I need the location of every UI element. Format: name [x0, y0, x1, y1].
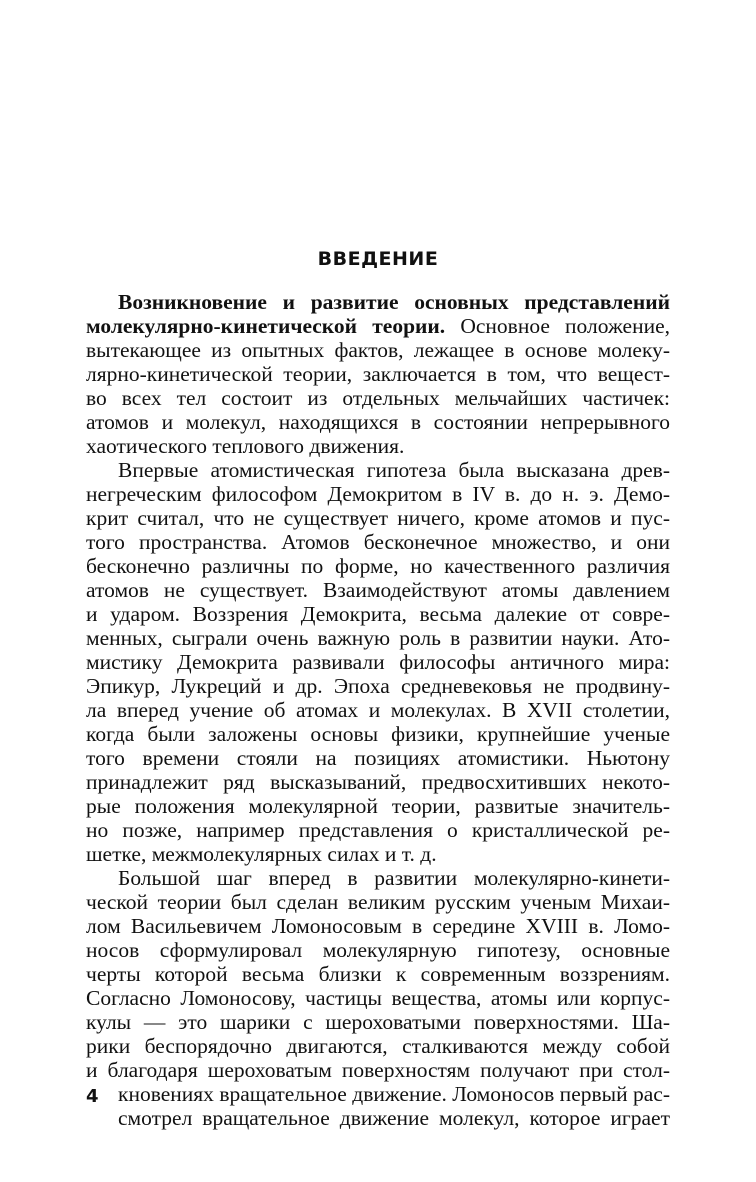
text-line: шетке, межмолекулярных силах и т. д. — [86, 842, 437, 866]
text-line — [86, 314, 670, 338]
text-line: принадлежит ряд высказываний, предвосхитивших некото- — [86, 770, 670, 794]
text-line: хаотического теплового движения. — [86, 434, 405, 458]
page-number: 4 — [86, 1086, 99, 1107]
text-line: кновениях вращательное движение. Ломоносов первый рас- — [118, 1082, 670, 1106]
text-line: черты которой весьма близки к современным воззрениям. — [86, 962, 670, 986]
text-line: кулы — это шарики с шероховатыми поверхностями. Ша- — [86, 1010, 670, 1034]
text-line: менных, сыграли очень важную роль в развитии науки. Ато- — [86, 626, 670, 650]
section-heading: ВВЕДЕНИЕ — [317, 248, 439, 270]
text-line: того пространства. Атомов бесконечное множество, и они — [86, 530, 670, 554]
text-line: Впервые атомистическая гипотеза была высказана древ- — [118, 458, 670, 482]
text-line: крит считал, что не существует ничего, кроме атомов и пус- — [86, 506, 670, 530]
text-line: атомов и молекул, находящихся в состоянии непрерывного — [86, 410, 670, 434]
text-line: ческой теории был сделан великим русским ученым Михаи- — [86, 890, 670, 914]
text-line: Большой шаг вперед в развитии молекулярно-кинети- — [118, 866, 670, 890]
text-span: Основное положение, — [445, 314, 671, 338]
text-line: лярно-кинетической теории, заключается в том, что вещест- — [86, 362, 670, 386]
text-line: Согласно Ломоносову, частицы вещества, атомы или корпус- — [86, 986, 670, 1010]
bold-lead: Возникновение и развитие основных представлений — [118, 290, 670, 314]
text-line: атомов не существует. Взаимодействуют атомы давлением — [86, 578, 670, 602]
bold-lead: молекулярно-кинетической теории. — [86, 314, 446, 338]
text-line: бесконечно различны по форме, но качественного различия — [86, 554, 670, 578]
text-line: но позже, например представления о кристаллической ре- — [86, 818, 670, 842]
text-line: ла вперед учение об атомах и молекулах. В XVII столетии, — [86, 698, 670, 722]
text-line — [118, 290, 670, 314]
text-line: рики беспорядочно двигаются, сталкиваются между собой — [86, 1034, 670, 1058]
text-line: мистику Демокрита развивали философы античного мира: — [86, 650, 670, 674]
text-line: Эпикур, Лукреций и др. Эпоха средневековья не продвину- — [86, 674, 670, 698]
text-line: смотрел вращательное движение молекул, которое играет — [118, 1106, 670, 1130]
text-line: лом Васильевичем Ломоносовым в середине XVIII в. Ломо- — [86, 914, 670, 938]
text-line: и благодаря шероховатым поверхностям получают при стол- — [86, 1058, 670, 1082]
text-line: когда были заложены основы физики, крупнейшие ученые — [86, 722, 670, 746]
text-line: рые положения молекулярной теории, развитые значитель- — [86, 794, 670, 818]
text-line: во всех тел состоит из отдельных мельчайших частичек: — [86, 386, 670, 410]
text-line: вытекающее из опытных фактов, лежащее в основе молеку- — [86, 338, 670, 362]
text-line: носов сформулировал молекулярную гипотезу, основные — [86, 938, 670, 962]
text-line: того времени стояли на позициях атомистики. Ньютону — [86, 746, 670, 770]
text-line: и ударом. Воззрения Демокрита, весьма далекие от совре- — [86, 602, 670, 626]
text-line: негреческим философом Демокритом в IV в. до н. э. Демо- — [86, 482, 670, 506]
